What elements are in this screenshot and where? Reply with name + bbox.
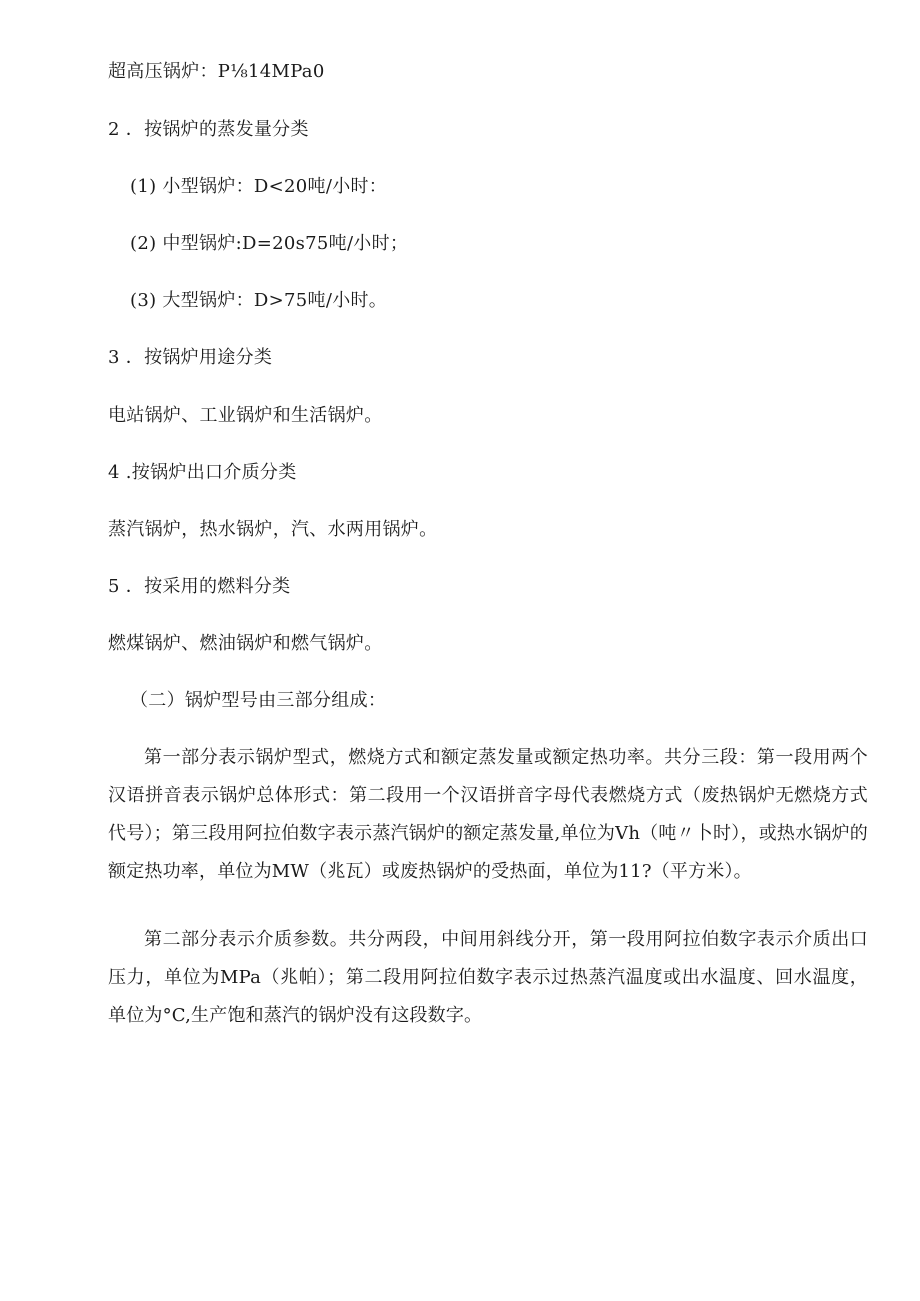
list-item-medium-boiler: (2) 中型锅炉:D=20s75吨/小时；: [130, 233, 409, 254]
heading-fuel-classification: 5 ．按采用的燃料分类: [108, 576, 291, 597]
list-item-small-boiler: (1) 小型锅炉：D<20吨/小时：: [130, 176, 388, 197]
paragraph-part-two: 第二部分表示介质参数。共分两段，中间用斜线分开，第一段用阿拉伯数字表示介质出口压力，单位为MPa（兆帕）；第二段用阿拉伯数字表示过热蒸汽温度或出水温度、回水温度，单位为°C,生产饱和蒸汽的锅炉没有这段数字。: [108, 929, 868, 1026]
text-line-usage-types: 电站锅炉、工业锅炉和生活锅炉。: [108, 405, 383, 426]
text-line-ultra-high-pressure: 超高压锅炉：P⅛14MPa0: [108, 61, 325, 82]
text-line-fuel-types: 燃煤锅炉、燃油锅炉和燃气锅炉。: [108, 633, 383, 654]
heading-usage-classification: 3 ．按锅炉用途分类: [108, 347, 273, 368]
section-heading-model-composition: （二）锅炉型号由三部分组成：: [130, 690, 387, 711]
paragraph-part-one: 第一部分表示锅炉型式，燃烧方式和额定蒸发量或额定热功率。共分三段：第一段用两个汉语拼音表示锅炉总体形式：第二段用一个汉语拼音字母代表燃烧方式（废热锅炉无燃烧方式代号）；第三段用阿拉伯数字表示蒸汽锅炉的额定蒸发量,单位为Vh（吨〃卜时），或热水锅炉的额定热功率，单位为MW（兆瓦）或废热锅炉的受热面，单位为11?（平方米）。: [108, 747, 868, 882]
heading-outlet-medium-classification: 4 .按锅炉出口介质分类: [108, 462, 297, 483]
list-item-large-boiler: (3) 大型锅炉：D>75吨/小时。: [130, 290, 388, 311]
heading-evaporation-classification: 2 ．按锅炉的蒸发量分类: [108, 119, 309, 140]
text-line-medium-types: 蒸汽锅炉，热水锅炉，汽、水两用锅炉。: [108, 519, 438, 540]
